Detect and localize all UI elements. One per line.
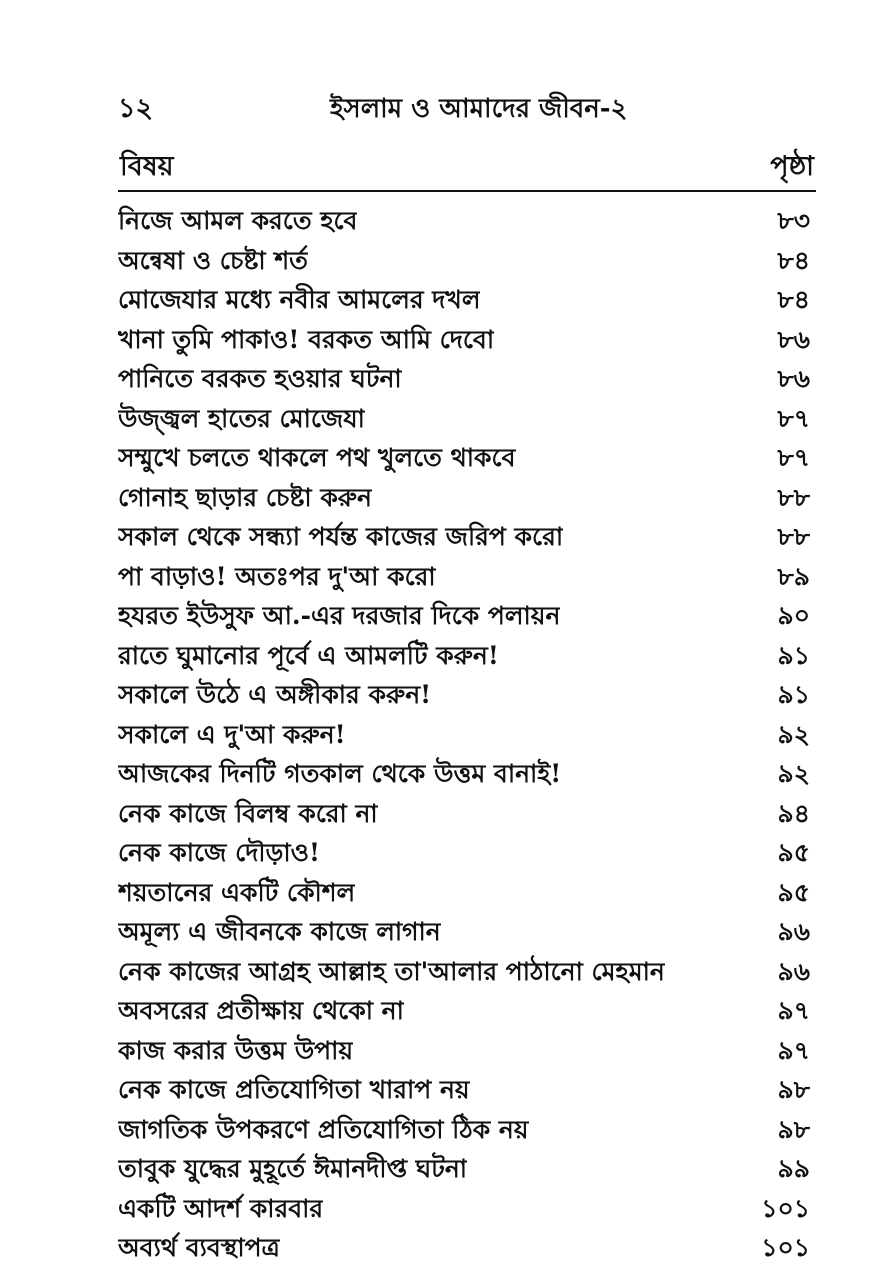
toc-entry-page: ১০১ bbox=[761, 1193, 810, 1223]
toc-entry-title: নেক কাজে বিলম্ব করো না bbox=[118, 798, 378, 828]
toc-entry bbox=[118, 835, 810, 875]
toc-entry-page: ৮৩ bbox=[777, 206, 810, 236]
toc-entry bbox=[118, 598, 810, 638]
toc-entry bbox=[118, 203, 810, 243]
toc-entry bbox=[118, 914, 810, 954]
toc-entry-title: সকালে এ দু'আ করুন! bbox=[118, 719, 346, 749]
toc-entry bbox=[118, 282, 810, 322]
toc-entry bbox=[118, 717, 810, 757]
toc-entry-page: ৯৫ bbox=[777, 838, 810, 868]
contents-column-header bbox=[118, 146, 816, 192]
toc-entry-page: ৮৪ bbox=[777, 285, 810, 315]
toc-entry-title: কাজ করার উত্তম উপায় bbox=[118, 1035, 354, 1065]
toc-entry bbox=[118, 1230, 810, 1270]
toc-entry bbox=[118, 361, 810, 401]
toc-entry bbox=[118, 954, 810, 994]
toc-entry-page: ৯৬ bbox=[777, 917, 810, 947]
page-column-label: পৃষ্ঠা bbox=[770, 151, 814, 182]
toc-entry-title: পানিতে বরকত হওয়ার ঘটনা bbox=[118, 364, 402, 394]
toc-entry-title: নেক কাজের আগ্রহ আল্লাহ তা'আলার পাঠানো মেহমান bbox=[118, 956, 665, 986]
toc-entry-page: ৮৮ bbox=[777, 522, 810, 552]
toc-entry-page: ৮৬ bbox=[777, 364, 810, 394]
toc-entry-title: অন্বেষা ও চেষ্টা শর্ত bbox=[118, 245, 308, 275]
toc-entry-page: ৯১ bbox=[777, 680, 810, 710]
toc-entry-title: অমূল্য এ জীবনকে কাজে লাগান bbox=[118, 917, 441, 947]
toc-entry-page: ৯৭ bbox=[777, 996, 810, 1026]
toc-entry bbox=[118, 796, 810, 836]
toc-entry-page: ৯৮ bbox=[777, 1114, 810, 1144]
toc-entry-page: ৯৭ bbox=[777, 1035, 810, 1065]
toc-entry bbox=[118, 677, 810, 717]
toc-entry-page: ৮৭ bbox=[777, 403, 810, 433]
toc-entry bbox=[118, 480, 810, 520]
book-title: ইসলাম ও আমাদের জীবন-২ bbox=[330, 94, 628, 124]
toc-entry-title: একটি আদর্শ কারবার bbox=[118, 1193, 324, 1223]
toc-entry-title: অবসরের প্রতীক্ষায় থেকো না bbox=[118, 996, 404, 1026]
toc-entry-title: রাতে ঘুমানোর পূর্বে এ আমলটি করুন! bbox=[118, 640, 499, 670]
toc-entry-page: ৯৯ bbox=[777, 1154, 810, 1184]
toc-entry-page: ৮৯ bbox=[777, 561, 810, 591]
toc-entry-page: ৯২ bbox=[777, 719, 810, 749]
toc-entry-title: শয়তানের একটি কৌশল bbox=[118, 877, 356, 907]
toc-entry-title: জাগতিক উপকরণে প্রতিযোগিতা ঠিক নয় bbox=[118, 1114, 529, 1144]
toc-entry-title: উজ্জ্বল হাতের মোজেযা bbox=[118, 403, 365, 433]
toc-entry bbox=[118, 401, 810, 441]
toc-entry-page: ৯৫ bbox=[777, 877, 810, 907]
toc-entry-title: হযরত ইউসুফ আ.-এর দরজার দিকে পলায়ন bbox=[118, 601, 561, 631]
toc-entry bbox=[118, 875, 810, 915]
toc-entry bbox=[118, 1112, 810, 1152]
toc-entry bbox=[118, 993, 810, 1033]
toc-entry bbox=[118, 440, 810, 480]
toc-entry-title: খানা তুমি পাকাও! বরকত আমি দেবো bbox=[118, 324, 495, 354]
toc-entry-page: ৯২ bbox=[777, 759, 810, 789]
toc-entry-title: অব্যর্থ ব্যবস্থাপত্র bbox=[118, 1233, 280, 1263]
table-of-contents bbox=[118, 203, 810, 1270]
toc-entry-page: ৮৬ bbox=[777, 324, 810, 354]
toc-entry-page: ৯১ bbox=[777, 640, 810, 670]
toc-entry-page: ৯৪ bbox=[777, 798, 810, 828]
toc-entry bbox=[118, 322, 810, 362]
toc-entry-title: নেক কাজে প্রতিযোগিতা খারাপ নয় bbox=[118, 1075, 470, 1105]
subject-column-label: বিষয় bbox=[120, 151, 174, 182]
running-head bbox=[118, 88, 818, 128]
toc-entry-title: সম্মুখে চলতে থাকলে পথ খুলতে থাকবে bbox=[118, 443, 516, 473]
page-number: ১২ bbox=[118, 93, 154, 124]
toc-entry-page: ৯৮ bbox=[777, 1075, 810, 1105]
toc-entry-title: আজকের দিনটি গতকাল থেকে উত্তম বানাই! bbox=[118, 759, 562, 789]
toc-entry-page: ৮৮ bbox=[777, 482, 810, 512]
toc-entry-title: সকালে উঠে এ অঙ্গীকার করুন! bbox=[118, 680, 432, 710]
toc-entry-title: নিজে আমল করতে হবে bbox=[118, 206, 358, 236]
toc-entry-title: তাবুক যুদ্ধের মুহূর্তে ঈমানদীপ্ত ঘটনা bbox=[118, 1154, 468, 1184]
toc-entry-title: সকাল থেকে সন্ধ্যা পর্যন্ত কাজের জরিপ করো bbox=[118, 522, 564, 552]
toc-entry-page: ৮৪ bbox=[777, 245, 810, 275]
toc-entry-title: গোনাহ ছাড়ার চেষ্টা করুন bbox=[118, 482, 372, 512]
toc-entry bbox=[118, 519, 810, 559]
toc-entry-title: মোজেযার মধ্যে নবীর আমলের দখল bbox=[118, 285, 481, 315]
toc-entry-page: ৯৬ bbox=[777, 956, 810, 986]
toc-entry bbox=[118, 756, 810, 796]
toc-entry-title: নেক কাজে দৌড়াও! bbox=[118, 838, 321, 868]
toc-entry-page: ১০১ bbox=[761, 1233, 810, 1263]
toc-entry bbox=[118, 243, 810, 283]
toc-entry bbox=[118, 1033, 810, 1073]
toc-entry bbox=[118, 638, 810, 678]
toc-entry-page: ৮৭ bbox=[777, 443, 810, 473]
toc-entry-title: পা বাড়াও! অতঃপর দু'আ করো bbox=[118, 561, 436, 591]
toc-entry-page: ৯০ bbox=[777, 601, 810, 631]
toc-entry bbox=[118, 559, 810, 599]
toc-entry bbox=[118, 1151, 810, 1191]
toc-entry bbox=[118, 1191, 810, 1231]
toc-entry bbox=[118, 1072, 810, 1112]
